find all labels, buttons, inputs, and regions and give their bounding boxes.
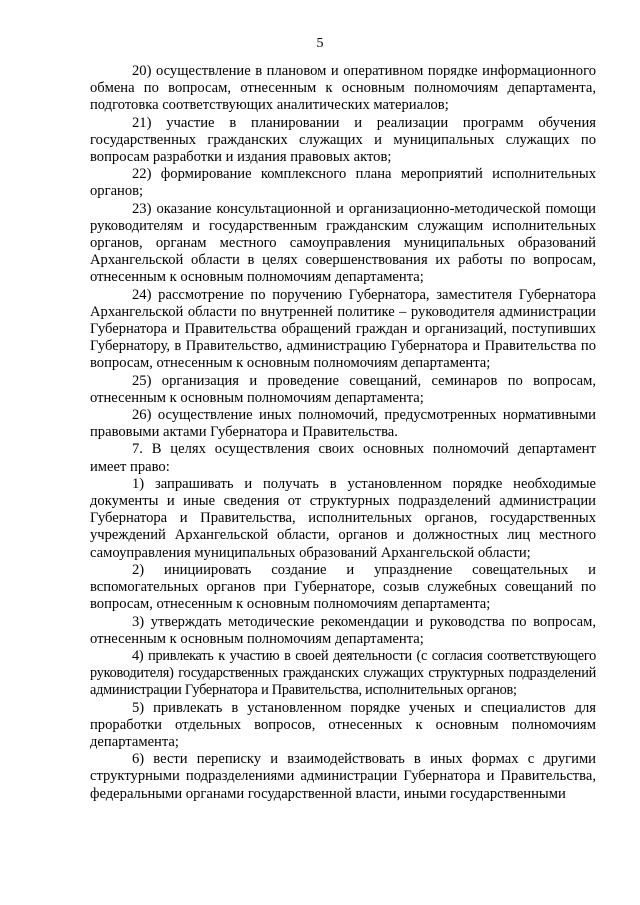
paragraph-item-20: 20) осуществление в плановом и оперативном порядке информационного обмена по вопросам, отнесенным к основным полномочиям департамента, подготовка соответствующих аналитических материалов; [90,63,596,114]
right-item-4: 4) привлекать к участию в своей деятельности (с согласия соответствующего руководителя) государственных гражданских служащих структурных подразделений администрации Губернатора и Правительства, исполнительных органов; [90,647,596,699]
section-7-heading: 7. В целях осуществления своих основных полномочий департамент имеет право: [90,441,596,475]
paragraph-item-21: 21) участие в планировании и реализации программ обучения государственных гражданских служащих и муниципальных служащих по вопросам разработки и издания правовых актов; [90,114,596,166]
right-item-3: 3) утверждать методические рекомендации и руководства по вопросам, отнесенным к основным полномочиям департамента; [90,613,596,647]
right-item-5: 5) привлекать в установленном порядке ученых и специалистов для проработки отдельных вопросов, отнесенных к основным полномочиям департамента; [90,699,596,750]
right-item-6: 6) вести переписку и взаимодействовать в иных формах с другими структурными подразделениями администрации Губернатора и Правительства, федеральными органами государственной власти, иными государственными [90,751,596,802]
right-item-2: 2) инициировать создание и упразднение совещательных и вспомогательных органов при Губернаторе, созыв служебных совещаний по вопросам, отнесенным к основным полномочиям департамента; [90,561,596,613]
paragraph-item-25: 25) организация и проведение совещаний, семинаров по вопросам, отнесенным к основным полномочиям департамента; [90,372,596,406]
page-number: 5 [316,36,324,51]
paragraph-item-26: 26) осуществление иных полномочий, предусмотренных нормативными правовыми актами Губернатора и Правительства. [90,407,596,441]
document-body [90,63,596,803]
paragraph-item-22: 22) формирование комплексного плана мероприятий исполнительных органов; [90,166,596,200]
right-item-1: 1) запрашивать и получать в установленном порядке необходимые документы и иные сведения от структурных подразделений администрации Губернатора и Правительства, исполнительных органов, государственных учреждений Архангельской области, органов и должностных лиц местного самоуправления муниципальных образований Архангельской области; [90,475,596,561]
paragraph-item-23: 23) оказание консультационной и организационно-методической помощи руководителям и государственным гражданским служащим исполнительных органов, органам местного самоуправления муниципальных образований Архангельской области в целях совершенствования их работы по вопросам, отнесенным к основным полномочиям департамента; [90,200,596,286]
paragraph-item-24: 24) рассмотрение по поручению Губернатора, заместителя Губернатора Архангельской области по внутренней политике – руководителя администрации Губернатора и Правительства обращений граждан и организаций, поступивших Губернатору, в Правительство, администрацию Губернатора и Правительства по вопросам, отнесенным к основным полномочиям департамента; [90,286,596,372]
